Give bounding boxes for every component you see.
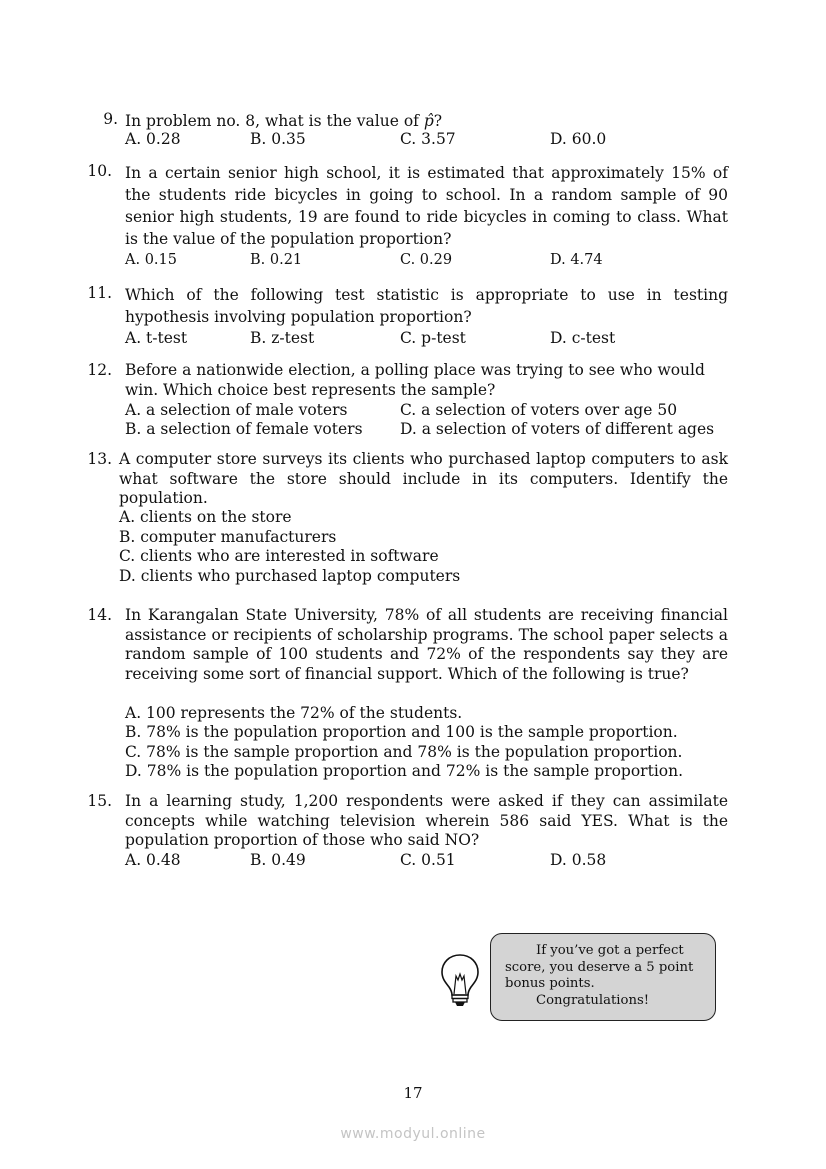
option-c[interactable]: C. clients who are interested in software (119, 547, 439, 565)
option-c[interactable]: C. p-test (400, 329, 466, 347)
answer-options (125, 130, 745, 150)
answer-options (125, 252, 745, 272)
option-d[interactable]: D. 60.0 (550, 130, 607, 148)
question-stem: In problem no. 8, what is the value of p̂? (125, 112, 443, 130)
option-d[interactable]: D. c-test (550, 329, 616, 347)
option-d[interactable]: D. a selection of voters of different ages (400, 420, 715, 438)
option-d[interactable]: D. 4.74 (550, 252, 603, 268)
question-number: 11. (87, 284, 112, 302)
question-number: 9. (103, 110, 118, 128)
bonus-line: bonus points. (505, 976, 595, 991)
option-a[interactable]: A. 0.15 (125, 252, 177, 268)
option-b[interactable]: B. computer manufacturers (119, 528, 337, 546)
option-b[interactable]: B. 0.21 (250, 252, 303, 268)
option-d[interactable]: D. 0.58 (550, 851, 607, 869)
bonus-line: Congratulations! (536, 992, 650, 1008)
option-b[interactable]: B. z-test (250, 329, 315, 347)
page-number: 17 (403, 1084, 423, 1102)
answer-options (125, 851, 745, 871)
question-stem: In a certain senior high school, it is estimated that approximately 15% of the students ride bicycles in going to school. In a random sample of 90 senior high students, 19 are found to ride bicycles in coming to class. What is the value of the population proportion? (125, 164, 728, 248)
option-d[interactable]: D. clients who purchased laptop computers (119, 567, 461, 585)
option-a[interactable]: A. 100 represents the 72% of the students. (125, 704, 463, 722)
bonus-note-box (490, 933, 716, 1021)
question-stem: In a learning study, 1,200 respondents were asked if they can assimilate concepts while watching television wherein 586 said YES. What is the population proportion of those who said NO? (125, 792, 728, 849)
question-stem: Before a nationwide election, a polling place was trying to see who would win. Which choice best represents the sample? (125, 361, 705, 399)
question-stem: In Karangalan State University, 78% of all students are receiving financial assistance or recipients of scholarship programs. The school paper selects a random sample of 100 students and 72% of the respondents say they are receiving some sort of financial support. Which of the following is true? (125, 606, 728, 683)
question-number: 13. (87, 450, 112, 468)
light-bulb-icon (439, 952, 481, 1012)
option-c[interactable]: C. a selection of voters over age 50 (400, 401, 678, 419)
question-number: 15. (87, 792, 112, 810)
option-c[interactable]: C. 0.29 (400, 252, 453, 268)
question-number: 12. (87, 361, 112, 379)
option-c[interactable]: C. 0.51 (400, 851, 456, 869)
option-c[interactable]: C. 3.57 (400, 130, 456, 148)
question-number: 14. (87, 606, 112, 624)
option-d[interactable]: D. 78% is the population proportion and 72% is the sample proportion. (125, 762, 684, 780)
option-a[interactable]: A. t-test (125, 329, 188, 347)
question-stem: Which of the following test statistic is appropriate to use in testing hypothesis involving population proportion? (125, 286, 728, 326)
p-hat-symbol: p̂ (423, 112, 434, 130)
bonus-line: score, you deserve a 5 point (505, 959, 694, 975)
option-c[interactable]: C. 78% is the sample proportion and 78% is the population proportion. (125, 743, 683, 761)
option-a[interactable]: A. a selection of male voters (125, 401, 348, 419)
option-a[interactable]: A. clients on the store (119, 508, 292, 526)
option-b[interactable]: B. 0.35 (250, 130, 306, 148)
question-stem: A computer store surveys its clients who purchased laptop computers to ask what software the store should include in its computers. Identify the population. (119, 450, 728, 507)
option-b[interactable]: B. 78% is the population proportion and 100 is the sample proportion. (125, 723, 678, 741)
answer-options (125, 329, 745, 349)
option-a[interactable]: A. 0.28 (125, 130, 181, 148)
watermark: www.modyul.online (340, 1126, 486, 1142)
option-b[interactable]: B. 0.49 (250, 851, 306, 869)
option-a[interactable]: A. 0.48 (125, 851, 181, 869)
question-number: 10. (87, 162, 112, 180)
option-b[interactable]: B. a selection of female voters (125, 420, 363, 438)
bonus-line: If you’ve got a perfect (536, 943, 684, 958)
